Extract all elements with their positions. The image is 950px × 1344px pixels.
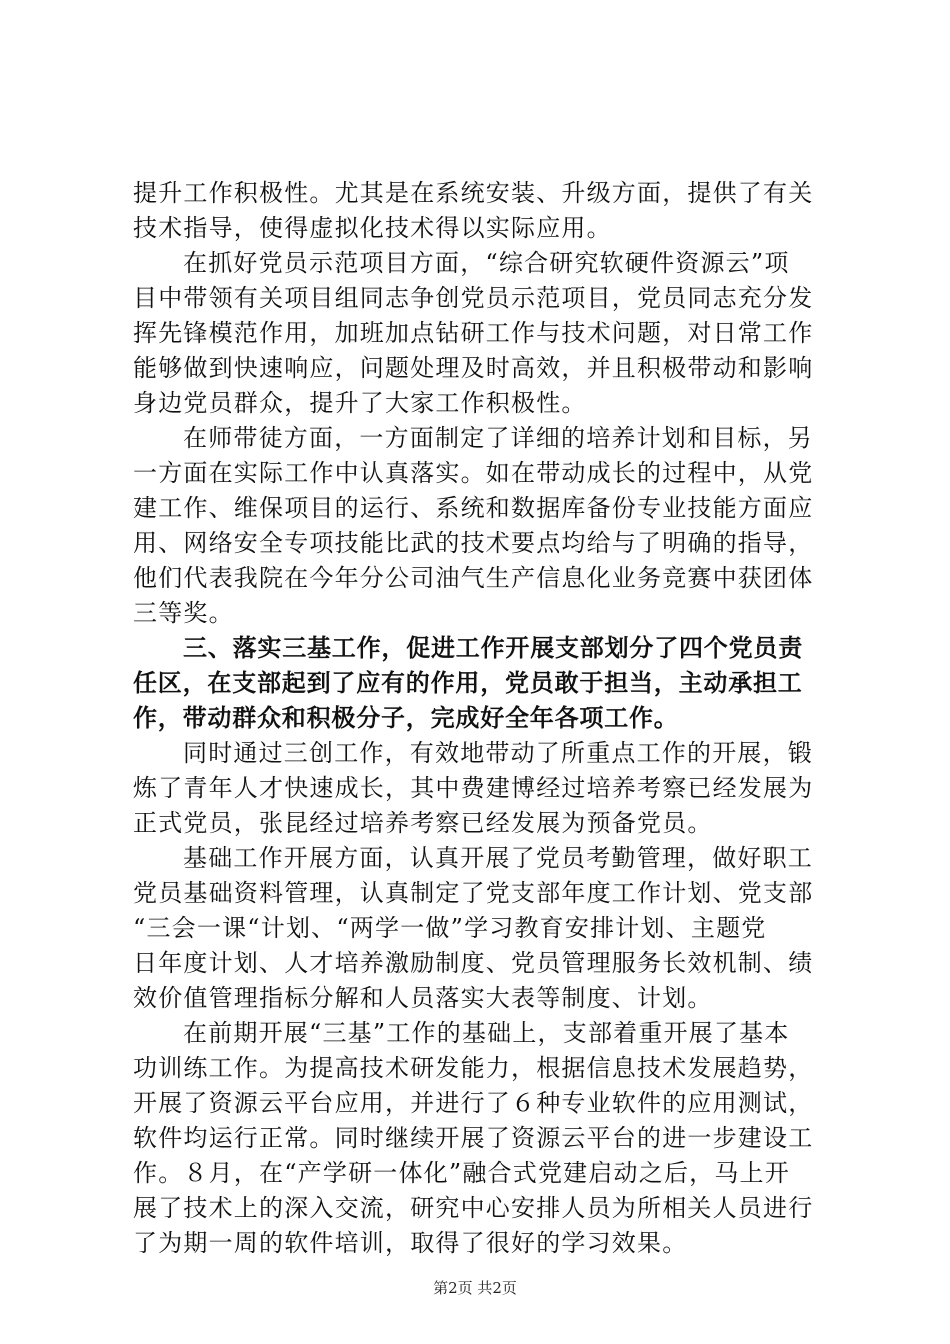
section-heading-line: 作，带动群众和积极分子，完成好全年各项工作。 xyxy=(133,704,679,732)
text-line: 了为期一周的软件培训，取得了很好的学习效果。 xyxy=(133,1229,688,1257)
text-line: 功训练工作。为提高技术研发能力，根据信息技术发展趋势， xyxy=(133,1054,814,1082)
paragraph-start-line: 在抓好党员示范项目方面，“综合研究软硬件资源云”项 xyxy=(183,249,790,277)
text-line: 软件均运行正常。同时继续开展了资源云平台的进一步建设工 xyxy=(133,1124,814,1152)
text-line: 日年度计划、人才培养激励制度、党员管理服务长效机制、绩 xyxy=(133,949,814,977)
text-line: 作。８月，在“产学研一体化”融合式党建启动之后，马上开 xyxy=(133,1159,790,1187)
text-line: 能够做到快速响应，问题处理及时高效，并且积极带动和影响 xyxy=(133,354,814,382)
text-line: 提升工作积极性。尤其是在系统安装、升级方面，提供了有关 xyxy=(133,179,814,207)
document-body xyxy=(133,176,833,1261)
section-heading-line: 三、落实三基工作，促进工作开展支部划分了四个党员责 xyxy=(183,634,803,662)
text-line: 正式党员，张昆经过培养考察已经发展为预备党员。 xyxy=(133,809,713,837)
text-line: 效价值管理指标分解和人员落实大表等制度、计划。 xyxy=(133,984,713,1012)
paragraph-start-line: 同时通过三创工作，有效地带动了所重点工作的开展，锻 xyxy=(183,739,813,767)
text-line: “三会一课“计划、“两学一做”学习教育安排计划、主题党 xyxy=(133,914,767,942)
paragraph-start-line: 在师带徒方面，一方面制定了详细的培养计划和目标，另 xyxy=(183,424,813,452)
text-line: 目中带领有关项目组同志争创党员示范项目，党员同志充分发 xyxy=(133,284,814,312)
text-line: 挥先锋模范作用，加班加点钻研工作与技术问题，对日常工作 xyxy=(133,319,814,347)
text-line: 开展了资源云平台应用，并进行了６种专业软件的应用测试， xyxy=(133,1089,814,1117)
text-line: 党员基础资料管理，认真制定了党支部年度工作计划、党支部 xyxy=(133,879,814,907)
section-heading-line: 任区，在支部起到了应有的作用，党员敢于担当，主动承担工 xyxy=(133,669,803,697)
text-line: 建工作、维保项目的运行、系统和数据库备份专业技能方面应 xyxy=(133,494,814,522)
text-line: 身边党员群众，提升了大家工作积极性。 xyxy=(133,389,587,417)
text-line: 用、网络安全专项技能比武的技术要点均给与了明确的指导， xyxy=(133,529,814,557)
text-line: 展了技术上的深入交流，研究中心安排人员为所相关人员进行 xyxy=(133,1194,814,1222)
text-line: 三等奖。 xyxy=(133,599,234,627)
paragraph-start-line: 在前期开展“三基”工作的基础上，支部着重开展了基本 xyxy=(183,1019,790,1047)
text-line: 一方面在实际工作中认真落实。如在带动成长的过程中，从党 xyxy=(133,459,814,487)
text-line: 技术指导，使得虚拟化技术得以实际应用。 xyxy=(133,214,612,242)
paragraph-start-line: 基础工作开展方面，认真开展了党员考勤管理，做好职工 xyxy=(183,844,813,872)
text-line: 他们代表我院在今年分公司油气生产信息化业务竞赛中获团体 xyxy=(133,564,814,592)
text-line: 炼了青年人才快速成长，其中费建博经过培养考察已经发展为 xyxy=(133,774,814,802)
page-number-footer: 第2页 共2页 xyxy=(433,1279,517,1297)
